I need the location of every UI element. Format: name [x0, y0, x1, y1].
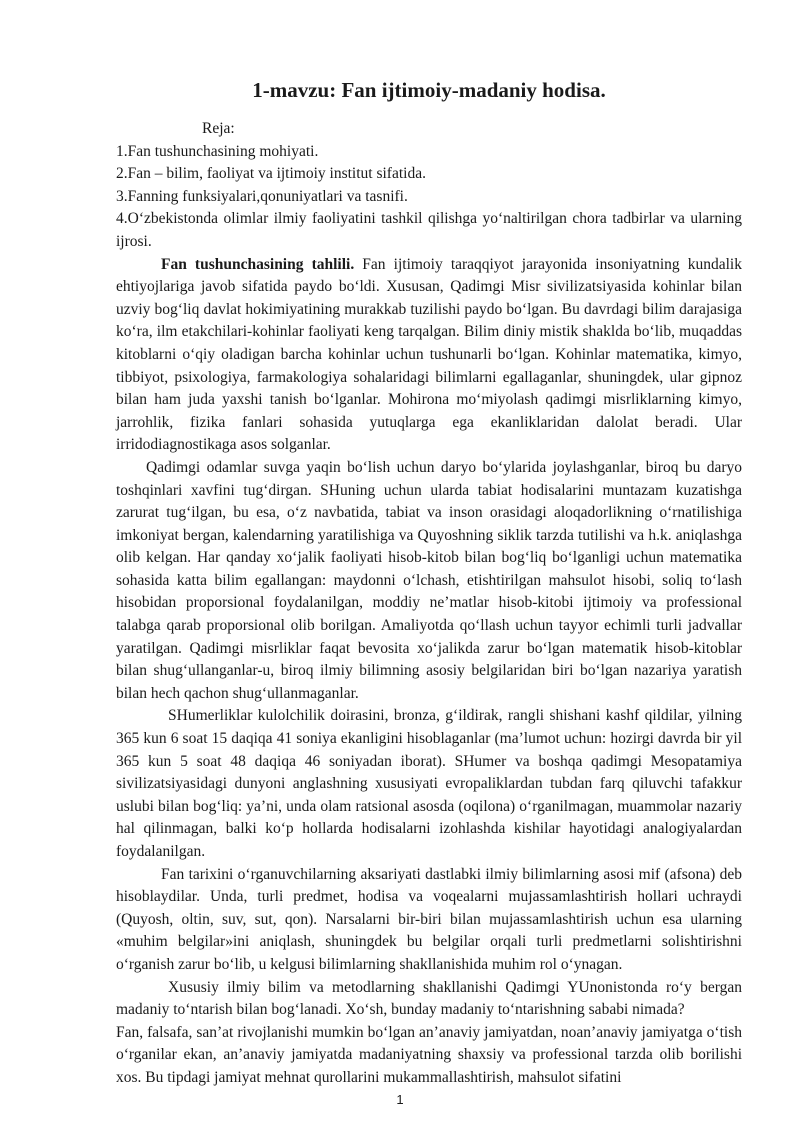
plan-section — [116, 118, 742, 254]
paragraph-4: Fan tarixini o‘rganuvchilarning aksariyati dastlabki ilmiy bilimlarning asosi mif (afsona) deb hisoblaydilar. Unda, turli predmet, hodisa va voqealarni mujassamlashtirish hollari uchraydi (Quyosh, oltin, suv, sut, qon). Narsalarni bir-biri bilan mujassamlashtirish uchun esa ularning «muhim belgilar»ini aniqlash, shuningdek bu belgilar orqali turli predmetlarni solishtirishni o‘rganish zarur bo‘lib, u kelgusi bilimlarning shakllanishida muhim rol o‘ynagan. — [116, 865, 742, 973]
plan-heading: Reja: — [202, 120, 235, 137]
paragraph-1 — [116, 254, 742, 457]
plan-item-2: 2.Fan – bilim, faoliyat va ijtimoiy institut sifatida. — [116, 165, 426, 183]
paragraph-lead-heading: Fan tushunchasining tahlili. — [161, 255, 355, 273]
document-body — [116, 76, 742, 1090]
paragraph-2: Qadimgi odamlar suvga yaqin bo‘lish uchun daryo bo‘ylarida joylashganlar, biroq bu daryo toshqinlari xavfini tug‘dirgan. SHuning uchun ularda tabiat hodisalarini muntazam kuzatishga zarurat tug‘ilgan, bu esa, o‘z navbatida, tabiat va inson orasidagi aloqadorlikning o‘rnatilishiga imkoniyat bergan, kalendarning yaratilishiga va Quyoshning siklik tarzda tutilishi va h.k. aniqlashga olib kelgan. Har qanday xo‘jalik faoliyati hisob-kitob bilan bog‘liq bo‘lganligi uchun matematika sohasida katta bilim egallangan: maydonni o‘lchash, etishtirilgan mahsulot hisobi, soliq to‘lash hisobidan proporsional foydalanilgan, moddiy ne’matlar hisob-kitobi ijtimoiy va professional talabga qarab proporsional olib borilgan. Amaliyotda qo‘llash uchun tayyor echimli turli jadvallar yaratilgan. Qadimgi misrliklar faqat bevosita xo‘jalikda zarur bo‘lgan matematik hisob-kitoblar bilan shug‘ullanganlar-u, biroq ilmiy bilimning asosiy belgilaridan biri bo‘lgan nazariya yaratish bilan hech qachon shug‘ullanmaganlar. — [116, 458, 742, 702]
paragraph-1-text: Fan ijtimoiy taraqqiyot jarayonida insoniyatning kundalik ehtiyojlariga javob sifatida paydo bo‘ldi. Xususan, Qadimgi Misr sivilizatsiyasida kohinlar bilan uzviy bog‘liq davlat hokimiyatining murakkab tuzilishi paydo bo‘lgan. Bu davrdagi bilim darajasiga ko‘ra, ilm etakchilari-kohinlar faoliyati keng tarqalgan. Bilim diniy mistik shaklda bo‘lib, muqaddas kitoblarni o‘qiy oladigan barcha kohinlar uchun tushunarli bo‘lgan. Kohinlar matematika, kimyo, tibbiyot, psixologiya, farmakologiya sohalaridagi bilimlarni egallaganlar, shuningdek, ular gipnoz bilan ham juda yaxshi tanish bo‘lganlar. Mohirona mo‘miyolash qadimgi misrliklarning kimyo, jarrohlik, fizika fanlari sohasida yutuqlarga ega ekanliklaridan dalolat beradi. Ular irridodiagnostikaga asos solganlar. — [116, 255, 742, 454]
paragraph-5: Xususiy ilmiy bilim va metodlarning shakllanishi Qadimgi YUnonistonda ro‘y bergan madaniy to‘ntarish bilan bog‘lanadi. Xo‘sh, bunday madaniy to‘ntarishning sababi nimada? — [116, 978, 742, 1019]
paragraph-3: SHumerliklar kulolchilik doirasini, bronza, g‘ildirak, rangli shishani kashf qildilar, yilning 365 kun 6 soat 15 daqiqa 41 soniya ekanligini hisoblaganlar (ma’lumot uchun: hozirgi davrda bir yil 365 kun 5 soat 48 daqiqa 46 soniyadan iborat). SHumer va boshqa qadimgi Mesopatamiya sivilizatsiyasidagi dunyoni anglashning xususiyati evropaliklardan tubdan farq qiluvchi tafakkur uslubi bilan bog‘liq: ya’ni, unda olam ratsional asosda (oqilona) o‘rganilmagan, muammolar nazariy hal qilinmagan, balki ko‘p hollarda hodisalarni izohlashda kishilar hayotidagi analogiyalardan foydalanilgan. — [116, 707, 742, 860]
plan-item-1: 1.Fan tushunchasining mohiyati. — [116, 142, 319, 160]
page-number: 1 — [396, 1092, 404, 1107]
plan-item-4: 4.O‘zbekistonda olimlar ilmiy faoliyatini tashkil qilishga yo‘naltirilgan chora tadbirlar va ularning ijrosi. — [116, 210, 742, 250]
paragraph-6: Fan, falsafa, san’at rivojlanishi mumkin bo‘lgan an’anaviy jamiyatdan, noan’anaviy jamiyatga o‘tish o‘rganilar ekan, an’anaviy jamiyatda madaniyatning shaxsiy va professional tarzda olib borilishi xos. Bu tipdagi jamiyat mehnat qurollarini mukammallashtirish, mahsulot sifatini — [116, 1023, 742, 1086]
plan-item-3: 3.Fanning funksiyalari,qonuniyatlari va tasnifi. — [116, 187, 408, 205]
document-title: 1-mavzu: Fan ijtimoiy-madaniy hodisa. — [252, 78, 606, 102]
